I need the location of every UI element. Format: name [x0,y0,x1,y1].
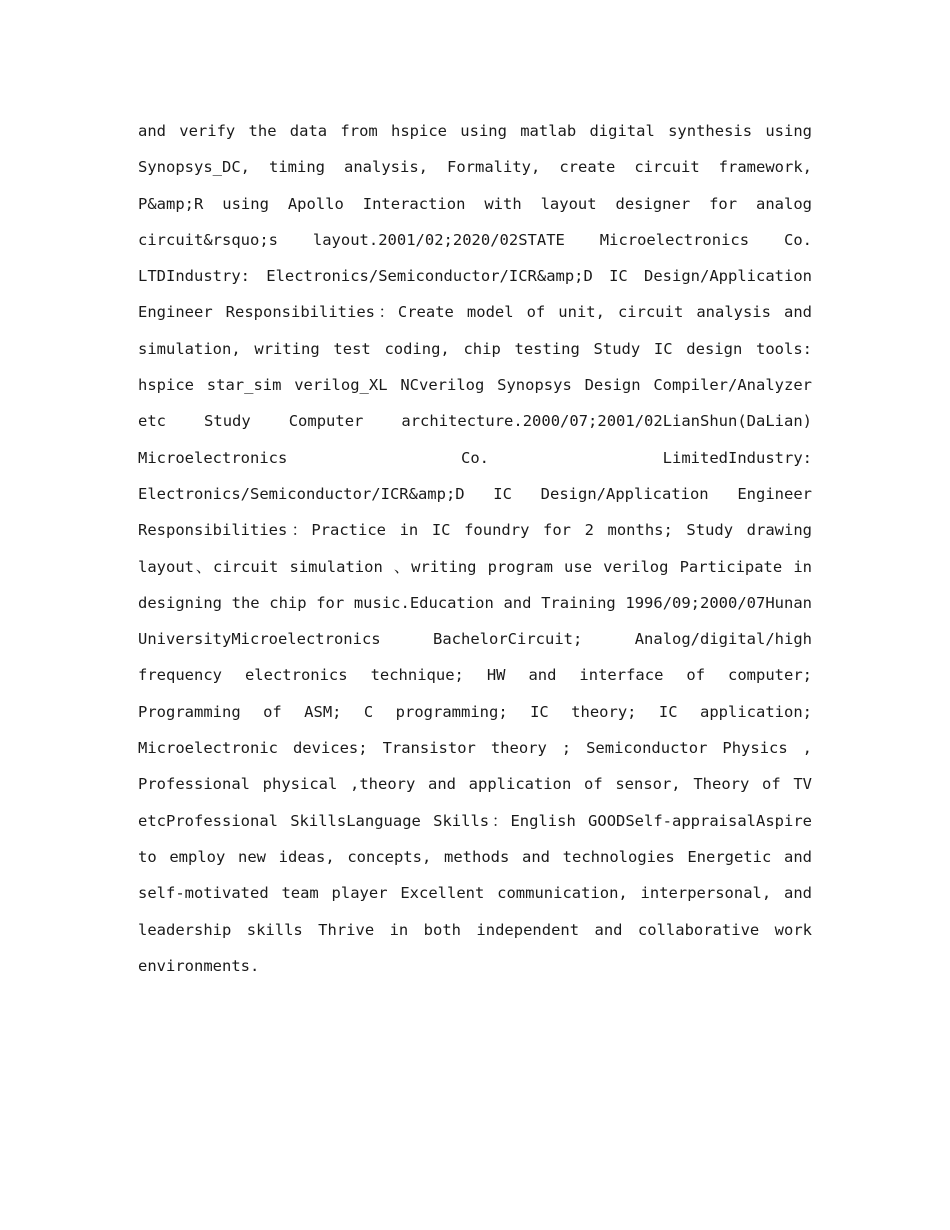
text-line: Responsibilities：Practice in IC foundry for 2 months; Study drawing [138,521,812,540]
text-line: UniversityMicroelectronics BachelorCircuit; Analog/digital/high [138,630,812,649]
text-line: and verify the data from hspice using matlab digital synthesis using [138,122,812,140]
text-line: to employ new ideas, concepts, methods and technologies Energetic and [138,847,812,866]
text-line: Engineer Responsibilities：Create model of unit, circuit analysis and [138,303,812,322]
text-line: layout、circuit simulation 、writing program use verilog Participate in [138,557,812,576]
text-line: frequency electronics technique; HW and interface of computer; [138,666,812,685]
text-line: designing the chip for music.Education and Training 1996/09;2000/07Hunan [138,593,812,612]
text-line: LTDIndustry: Electronics/Semiconductor/ICR&amp;D IC Design/Application [138,267,812,286]
text-line: environments. [138,956,260,975]
text-line: simulation, writing test coding, chip testing Study IC design tools: [138,339,812,358]
text-line: Microelectronics Co. LimitedIndustry: [138,448,812,467]
text-line: etc Study Computer architecture.2000/07;2001/02LianShun(DaLian) [138,412,812,431]
text-line: Synopsys_DC, timing analysis, Formality, create circuit framework, [138,158,812,177]
text-line: Electronics/Semiconductor/ICR&amp;D IC Design/Application Engineer [138,484,812,503]
text-line: circuit&rsquo;s layout.2001/02;2020/02STATE Microelectronics Co. [138,230,812,249]
text-line: etcProfessional SkillsLanguage Skills：English GOODSelf-appraisalAspire [138,811,812,830]
text-line: hspice star_sim verilog_XL NCverilog Synopsys Design Compiler/Analyzer [138,376,812,395]
text-line: P&amp;R using Apollo Interaction with layout designer for analog [138,194,812,213]
text-line: leadership skills Thrive in both independent and collaborative work [138,920,812,939]
text-line: Professional physical ,theory and application of sensor, Theory of TV [138,775,812,794]
text-line: Microelectronic devices; Transistor theory ; Semiconductor Physics , [138,739,812,758]
text-line: self-motivated team player Excellent communication, interpersonal, and [138,884,812,903]
text-line: Programming of ASM; C programming; IC theory; IC application; [138,702,812,721]
body-text [138,113,812,984]
